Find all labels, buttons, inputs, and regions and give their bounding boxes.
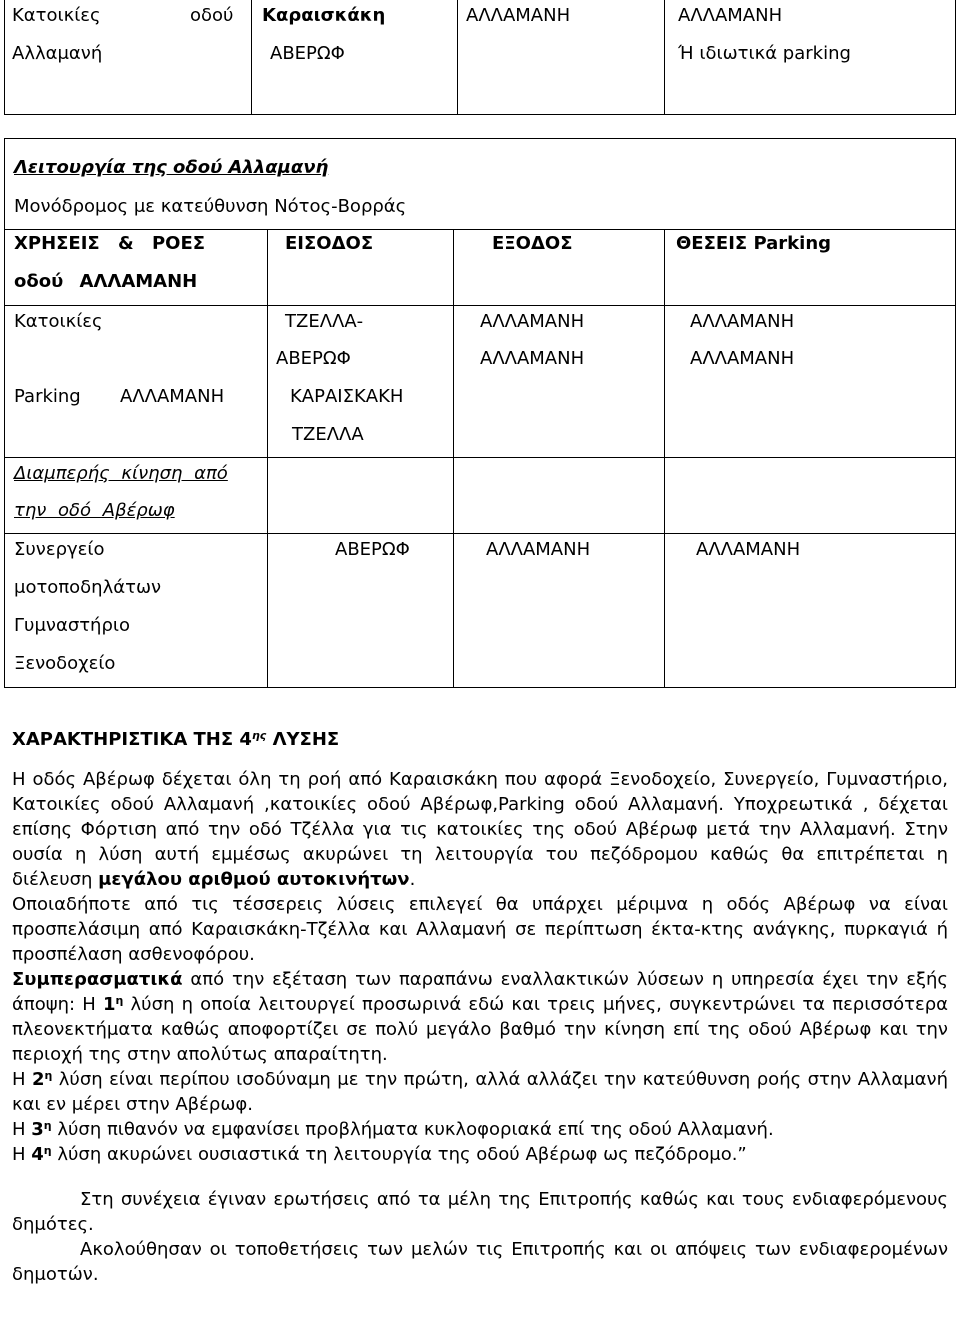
paragraph-solution-3 <box>12 1117 948 1142</box>
row1-parking-street: ΑΛΛΑΜΑΝΗ <box>120 386 225 407</box>
row1-exit: ΑΛΛΑΜΑΝΗ <box>480 348 585 369</box>
top-cell-label: ΑΛΛΑΜΑΝΗ <box>678 5 783 26</box>
paragraph-solution-4 <box>12 767 948 892</box>
paragraph-bold-text: Συμπερασματικά <box>12 969 183 990</box>
top-cell-label: ΑΛΛΑΜΑΝΗ <box>466 5 571 26</box>
main-table-row-border <box>4 305 956 306</box>
row1-parking: ΑΛΛΑΜΑΝΗ <box>690 311 795 332</box>
solution-number: 2 <box>31 1069 45 1090</box>
row2-through-traffic: την οδό Αβέρωφ <box>14 500 175 521</box>
paragraph-text: Η οδός Αβέρωφ δέχεται όλη τη ροή από Καραισκάκη που αφορά Ξενοδοχείο, Συνεργείο, Γυμναστήριο, Κατοικίες οδού Αλλαμανή ,κατοικίες οδού Αβέρωφ,Parking οδού Αλλαμανή. Υποχρεωτικά , δέχεται επίσης Φόρτιση από την οδό Τζέλλα για τις κατοικίες της οδού Αβέρωφ μετά την Αλλαμανή. Στην ουσία η λύση αυτή εμμέσως ακυρώνει τη λειτουργία του πεζόδρομου καθώς θα επιτρέπεται η διέλευση <box>12 769 948 890</box>
paragraph-text: Η <box>12 1069 32 1090</box>
paragraph-text: . <box>409 869 416 890</box>
row1-exit: ΑΛΛΑΜΑΝΗ <box>480 311 585 332</box>
paragraph-text: λύση ακυρώνει ουσιαστικά τη λειτουργία της οδού Αβέρωφ ως πεζόδρομο.” <box>51 1144 747 1165</box>
top-cell-label: Αλλαμανή <box>12 43 103 64</box>
paragraph-text: Η <box>12 1144 32 1165</box>
solution-number-superscript: η <box>115 994 124 1007</box>
solution-number-superscript: η <box>43 1119 52 1132</box>
top-table-bottom-border <box>4 114 956 115</box>
row1-parking-label: Parking <box>14 386 81 407</box>
paragraph-text: λύση η οποία λειτουργεί προσωρινά εδώ και τρεις μήνες, συγκεντρώνει τα περισσότερα πλεονεκτήματα καθώς αποφορτίζει σε πολύ μεγάλο βαθμό την κίνηση επί της οδού Αβέρωφ και την περιοχή της στην απολύτως απαραίτητη. <box>12 994 948 1065</box>
paragraph-text: Η <box>12 1119 32 1140</box>
paragraph-solution-4-summary <box>12 1142 948 1167</box>
row3-use: Γυμναστήριο <box>14 615 130 636</box>
row3-use: Συνεργείο <box>14 539 105 560</box>
main-table-divider-3 <box>664 229 665 688</box>
row1-entrance: ΚΑΡΑΙΣΚΑΚΗ <box>290 386 404 407</box>
paragraph-questions: Στη συνέχεια έγιναν ερωτήσεις από τα μέλη της Επιτροπής καθώς και τους ενδιαφερόμενους δημότες. <box>12 1189 948 1235</box>
solution-number: 3 <box>31 1119 44 1140</box>
top-cell-label: Κατοικίες <box>12 5 101 26</box>
paragraph-text: λύση πιθανόν να εμφανίσει προβλήματα κυκλοφοριακά επί της οδού Αλλαμανή. <box>51 1119 774 1140</box>
header-uses-flows: ΧΡΗΣΕΙΣ & ΡΟΕΣ <box>14 233 206 254</box>
row3-use: μοτοποδηλάτων <box>14 577 162 598</box>
header-exit: ΕΞΟΔΟΣ <box>492 233 573 254</box>
paragraph-text: από την εξέταση των παραπάνω εναλλακτικών λύσεων η υπηρεσία έχει την εξής άποψη: Η <box>12 969 948 1015</box>
top-table-border-right <box>955 0 956 115</box>
top-table-divider-1 <box>251 0 252 115</box>
solution-number-superscript: η <box>44 1069 53 1082</box>
paragraph-bold-text: μεγάλου αριθμού αυτοκινήτων <box>98 869 410 890</box>
paragraph-conclusion <box>12 967 948 1067</box>
top-cell-label: οδού <box>190 5 234 26</box>
row1-use: Κατοικίες <box>14 311 103 332</box>
main-table-top-border <box>4 138 956 139</box>
main-table-subtitle: Μονόδρομος με κατεύθυνση Νότος-Βορράς <box>14 196 407 217</box>
top-cell-label: Ή ιδιωτικά parking <box>678 43 851 64</box>
main-table-row-border <box>4 533 956 534</box>
main-table-border-right <box>955 138 956 688</box>
row3-parking: ΑΛΛΑΜΑΝΗ <box>696 539 801 560</box>
row3-exit: ΑΛΛΑΜΑΝΗ <box>486 539 591 560</box>
row2-through-traffic: Διαμπερής κίνηση από <box>14 463 228 484</box>
main-table-border-left <box>4 138 5 688</box>
top-cell-label: Καραισκάκη <box>262 5 386 26</box>
heading-superscript: ης <box>251 729 267 742</box>
top-table-divider-2 <box>457 0 458 115</box>
header-uses-flows-street: οδού ΑΛΛΑΜΑΝΗ <box>14 271 198 292</box>
row1-entrance: ΤΖΕΛΛΑ <box>292 424 364 445</box>
header-parking-spots: ΘΕΣΕΙΣ Parking <box>676 233 832 254</box>
main-table-divider-1 <box>267 229 268 688</box>
solution-4-heading <box>12 729 339 751</box>
paragraph-spacer <box>12 1167 948 1187</box>
paragraph-positions: Ακολούθησαν οι τοποθετήσεις των μελών τις Επιτροπής και οι απόψεις των ενδιαφερομένων δημοτών. <box>12 1239 948 1285</box>
top-cell-label: ΑΒΕΡΩΦ <box>270 43 345 64</box>
main-table-divider-2 <box>453 229 454 688</box>
main-table-row-border <box>4 457 956 458</box>
top-table-divider-3 <box>664 0 665 115</box>
paragraph-solution-2 <box>12 1067 948 1117</box>
top-table-border-left <box>4 0 5 115</box>
body-text <box>12 767 948 1287</box>
row1-entrance: ΤΖΕΛΛΑ- <box>285 311 364 332</box>
solution-number: 4 <box>31 1144 44 1165</box>
row1-entrance: ΑΒΕΡΩΦ <box>276 348 351 369</box>
solution-number-superscript: η <box>43 1144 52 1157</box>
row1-parking: ΑΛΛΑΜΑΝΗ <box>690 348 795 369</box>
header-entrance: ΕΙΣΟΔΟΣ <box>285 233 374 254</box>
paragraph-accessibility: Οποιαδήποτε από τις τέσσερεις λύσεις επιλεγεί θα υπάρχει μέριμνα η οδός Αβέρωφ να είναι προσπελάσιμη από Καραισκάκη-Τζέλλα και Αλλαμανή σε περίπτωση έκτα-κτης ανάγκης, πυρκαγιά ή προσπέλαση ασθενοφόρου. <box>12 894 948 965</box>
main-table-header-border <box>4 229 956 230</box>
main-table-title: Λειτουργία της οδού Αλλαμανή <box>14 157 329 178</box>
paragraph-text: λύση είναι περίπου ισοδύναμη με την πρώτη, αλλά αλλάζει την κατεύθυνση ροής στην Αλλαμανή και εν μέρει στην Αβέρωφ. <box>12 1069 948 1115</box>
main-table-bottom-border <box>4 687 956 688</box>
row3-entrance: ΑΒΕΡΩΦ <box>335 539 410 560</box>
heading-text: ΧΑΡΑΚΤΗΡΙΣΤΙΚΑ ΤΗΣ 4 <box>12 729 252 750</box>
row3-use: Ξενοδοχείο <box>14 653 116 674</box>
heading-text-end: ΛΥΣΗΣ <box>266 729 340 750</box>
solution-number: 1 <box>102 994 116 1015</box>
